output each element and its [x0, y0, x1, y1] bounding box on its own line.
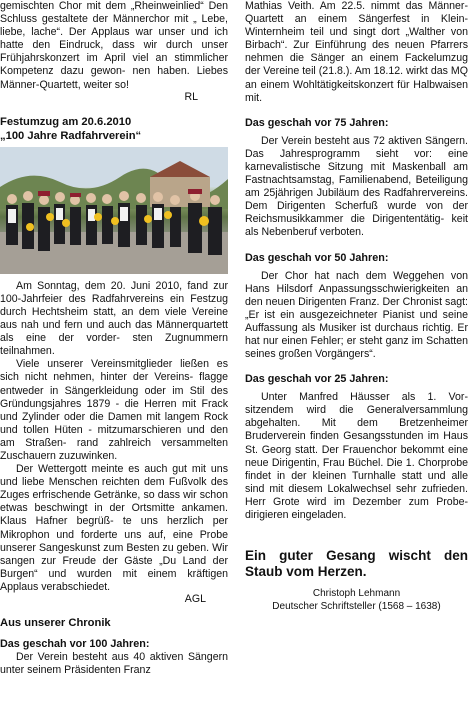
festumzug-paragraph-2: Viele unserer Vereinsmitglieder ließen es sich nicht nehmen, hinter der Vereins- flagge entweder in Sängerkleidung oder im Stil des Gründungsjahres 1879 - die Herren mit Frack und Zylinder oder die Damen mit langem Rock und tollen Hüten - mitzumarschieren und den am Straßen- rand zahlreich versammelten Zuschauern zuzuwinken. [0, 358, 228, 462]
festumzug-paragraph-3: Der Wettergott meinte es auch gut mit uns und liebe Menschen reichten dem Fußvolk des Zuges erfrischende Getränke, so dass wir schon etwas beschwingt in der Ortsmitte ankamen. Klaus Hafner begrüß- te uns herzlich per Mikrophon und forderte uns auf, eine Probe unserer Sangeskunst zum Besten zu geben. Wir sangen zur Freude der Gäste „Du Land der Burgen“ und wurden mit einem kräftigen Applaus verabschiedet. [0, 463, 228, 593]
vor75-paragraph: Der Verein besteht aus 72 aktiven Sängern. Das Jahresprogramm sieht vor: eine karnevalistische Sitzung mit Maskenball am Fastnachtsamstag, Familienabend, Beteiligung am 25jährigen Jubiläum des Radfahrervereins. Dem Dirigenten Scherfuß wurde von der Reichsmusikkammer die Dirigententätig- keit als Nebenberuf verboten. [245, 134, 468, 239]
intro-signature: RL [184, 90, 198, 103]
vor100-heading: Das geschah vor 100 Jahren: [0, 638, 150, 651]
festumzug-date-heading: Festumzug am 20.6.2010 [0, 115, 132, 128]
vor50-heading: Das geschah vor 50 Jahren: [245, 251, 389, 264]
chronik-heading: Aus unserer Chronik [0, 617, 111, 630]
vor25-heading: Das geschah vor 25 Jahren: [245, 373, 389, 386]
left-column [0, 0, 228, 677]
festumzug-signature: AGL [184, 593, 206, 605]
right-column [245, 0, 468, 613]
parade-photo-illustration [0, 147, 228, 274]
vor100-paragraph: Der Verein besteht aus 40 aktiven Sängern unter seinem Präsidenten Franz [0, 651, 228, 677]
vor25-paragraph: Unter Manfred Häusser als 1. Vor- sitzendem wird die Generalversammlung abgehalten. Mit dem Bretzenheimer Bruderverein finden Gesangsstunden im Haus St. Georg statt. Der Frauenchor bekommt eine neue Dirigentin, Frau Büchel. Die 1. Chorprobe findet in der kleinen Turnhalle statt und alle sind mit diesem Lokalwechsel sehr zufrieden. Herr Grote wird im Dezember zum Probe- dirigieren eingeladen. [245, 391, 468, 521]
festumzug-title-heading: „100 Jahre Radfahrverein“ [0, 129, 142, 142]
intro-paragraph: gemischten Chor mit dem „Rheinweinlied“ Den Schluss gestaltete der Männerchor mit „ Lebe, liebe, lache“. Der Applaus war unser und ich hatte den Eindruck, dass wir durch unser Frühjahrskonzert im April viel an stimmlicher Kompetenz dazu gewon- nen haben. Liebes Männer-Quartett, weiter so! [0, 0, 228, 91]
parade-photo [0, 147, 228, 274]
vor100-continued-paragraph: Mathias Veith. Am 22.5. nimmt das Männer-Quartett an einem Sängerfest in Klein-Winternheim teil und singt dort „Walther von Birbach“. Zur Einführung des neuen Pfarrers nehmen die Sänger an einem Fackelumzug der Vereine teil (21.8.). Am 18.12. wirkt das MQ an einem Wohltätigkeitskonzert für Halbwaisen mit. [245, 0, 468, 104]
festumzug-paragraph-1: Am Sonntag, dem 20. Juni 2010, fand zur 100-Jahrfeier des Radfahrvereins ein Festzug durch Hechtsheim statt, an dem viele Vereine aus nah und fern und auch das Männerquartett als eine der vorder- sten Zugnummern teilnahmen. [0, 279, 228, 358]
vor75-heading: Das geschah vor 75 Jahren: [245, 116, 389, 129]
quote-author: Christoph Lehmann [312, 588, 401, 600]
quote-text: Ein guter Gesang wischt den Staub vom Herzen. [245, 548, 468, 580]
quote-author-description: Deutscher Schriftsteller (1568 – 1638) [272, 600, 441, 612]
vor50-paragraph: Der Chor hat nach dem Weggehen von Hans Hilsdorf Anpassungsschwierigkeiten an den neuen Dirigenten Franz. Der Chronist sagt: „Er ist ein ausgezeichneter Pianist und seine Auffassung als Musiker ist durchaus richtig. Er hat nur einen Fehler; er steht ganz im Schatten seines großen Vorgängers“. [245, 269, 468, 361]
